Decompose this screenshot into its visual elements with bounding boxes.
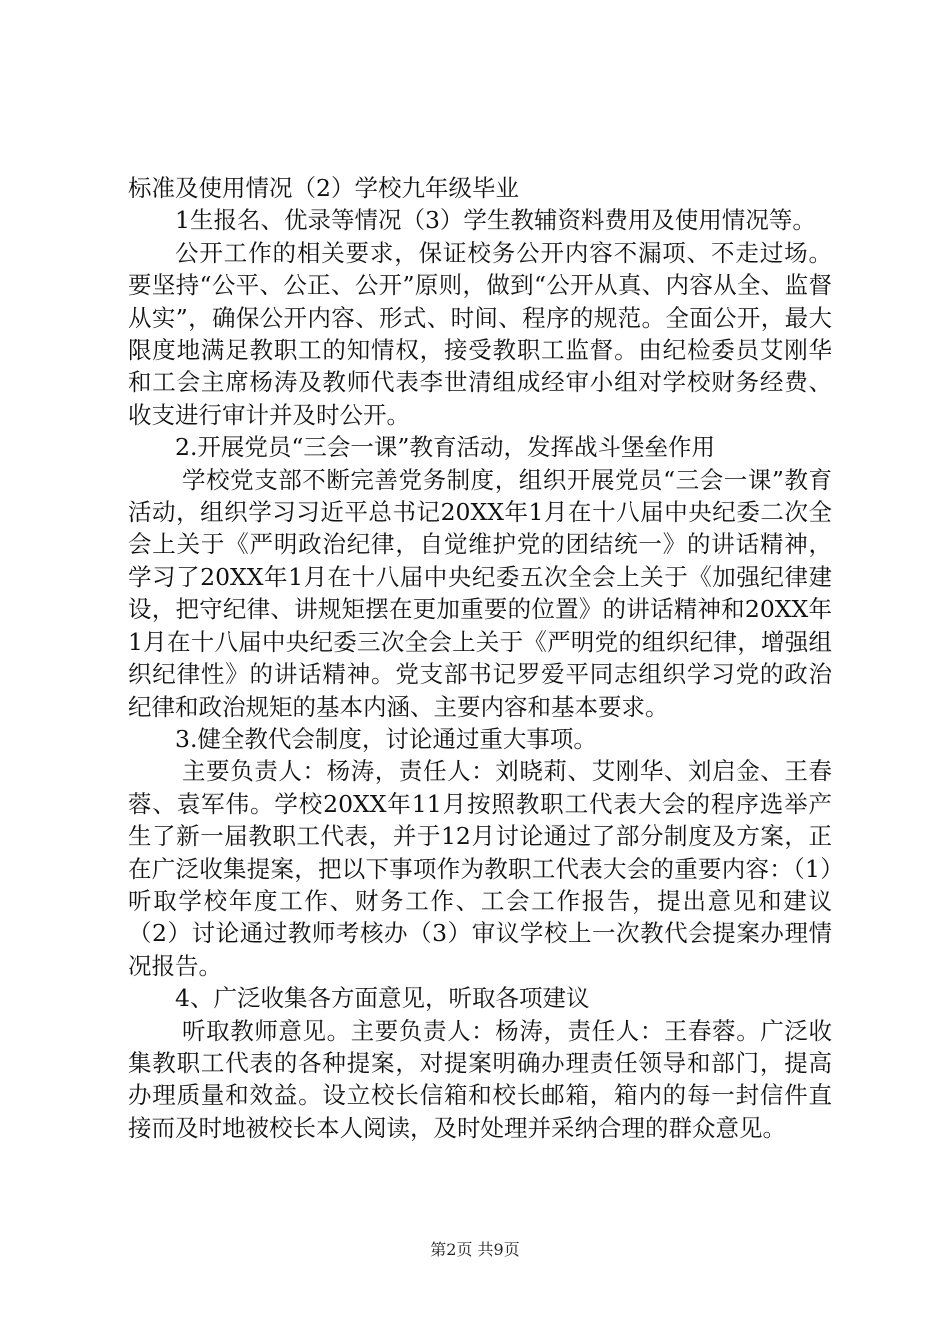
- document-body: [128, 172, 832, 1144]
- heading-party-activities: 2.开展党员“三会一课”教育活动，发挥战斗堡垒作用: [175, 433, 715, 462]
- paragraph-party-study: 学校党支部不断完善党务制度，组织开展党员“三会一课”教育活动，组织学习习近平总书记20XX年1月在十八届中央纪委二次全会上关于《严明政治纪律，自觉维护党的团结统一》的讲话精神，学习了20XX年1月在十八届中央纪委五次全会上关于《加强纪律建设，把守纪律、讲规矩摆在更加重要的位置》的讲话精神和20XX年1月在十八届中央纪委三次全会上关于《严明党的组织纪律，增强组织纪律性》的讲话精神。党支部书记罗爱平同志组织学习党的政治纪律和政治规矩的基本内涵、主要内容和基本要求。: [128, 465, 832, 721]
- paragraph-disclosure-requirements: 公开工作的相关要求，保证校务公开内容不漏项、不走过场。要坚持“公平、公正、公开”原则，做到“公开从真、内容从全、监督从实”，确保公开内容、形式、时间、程序的规范。全面公开，最大限度地满足教职工的知情权，接受教职工监督。由纪检委员艾刚华和工会主席杨涛及教师代表李世清组成经审小组对学校财务经费、收支进行审计并及时公开。: [128, 238, 832, 429]
- heading-collect-opinions: 4、广泛收集各方面意见，听取各项建议: [175, 984, 590, 1013]
- paragraph-staff-congress: 主要负责人：杨涛，责任人：刘晓莉、艾刚华、刘启金、王春蓉、袁军伟。学校20XX年11月按照教职工代表大会的程序选举产生了新一届教职工代表，并于12月讨论通过了部分制度及方案，正在广泛收集提案，把以下事项作为教职工代表大会的重要内容：（1）听取学校年度工作、财务工作、工会工作报告，提出意见和建议（2）讨论通过教师考核办（3）审议学校上一次教代会提案办理情况报告。: [128, 757, 832, 980]
- heading-staff-congress: 3.健全教代会制度，讨论通过重大事项。: [175, 724, 597, 753]
- page-number-footer: 第2页 共9页: [430, 1240, 520, 1259]
- paragraph-enrollment: 1生报名、优录等情况（3）学生教辅资料费用及使用情况等。: [175, 206, 816, 235]
- paragraph-collect-opinions: 听取教师意见。主要负责人：杨涛，责任人：王春蓉。广泛收集教职工代表的各种提案，对提案明确办理责任领导和部门，提高办理质量和效益。设立校长信箱和校长邮箱，箱内的每一封信件直接而及时地被校长本人阅读，及时处理并采纳合理的群众意见。: [128, 1016, 832, 1142]
- paragraph-continuation: 标准及使用情况（2）学校九年级毕业: [128, 174, 519, 202]
